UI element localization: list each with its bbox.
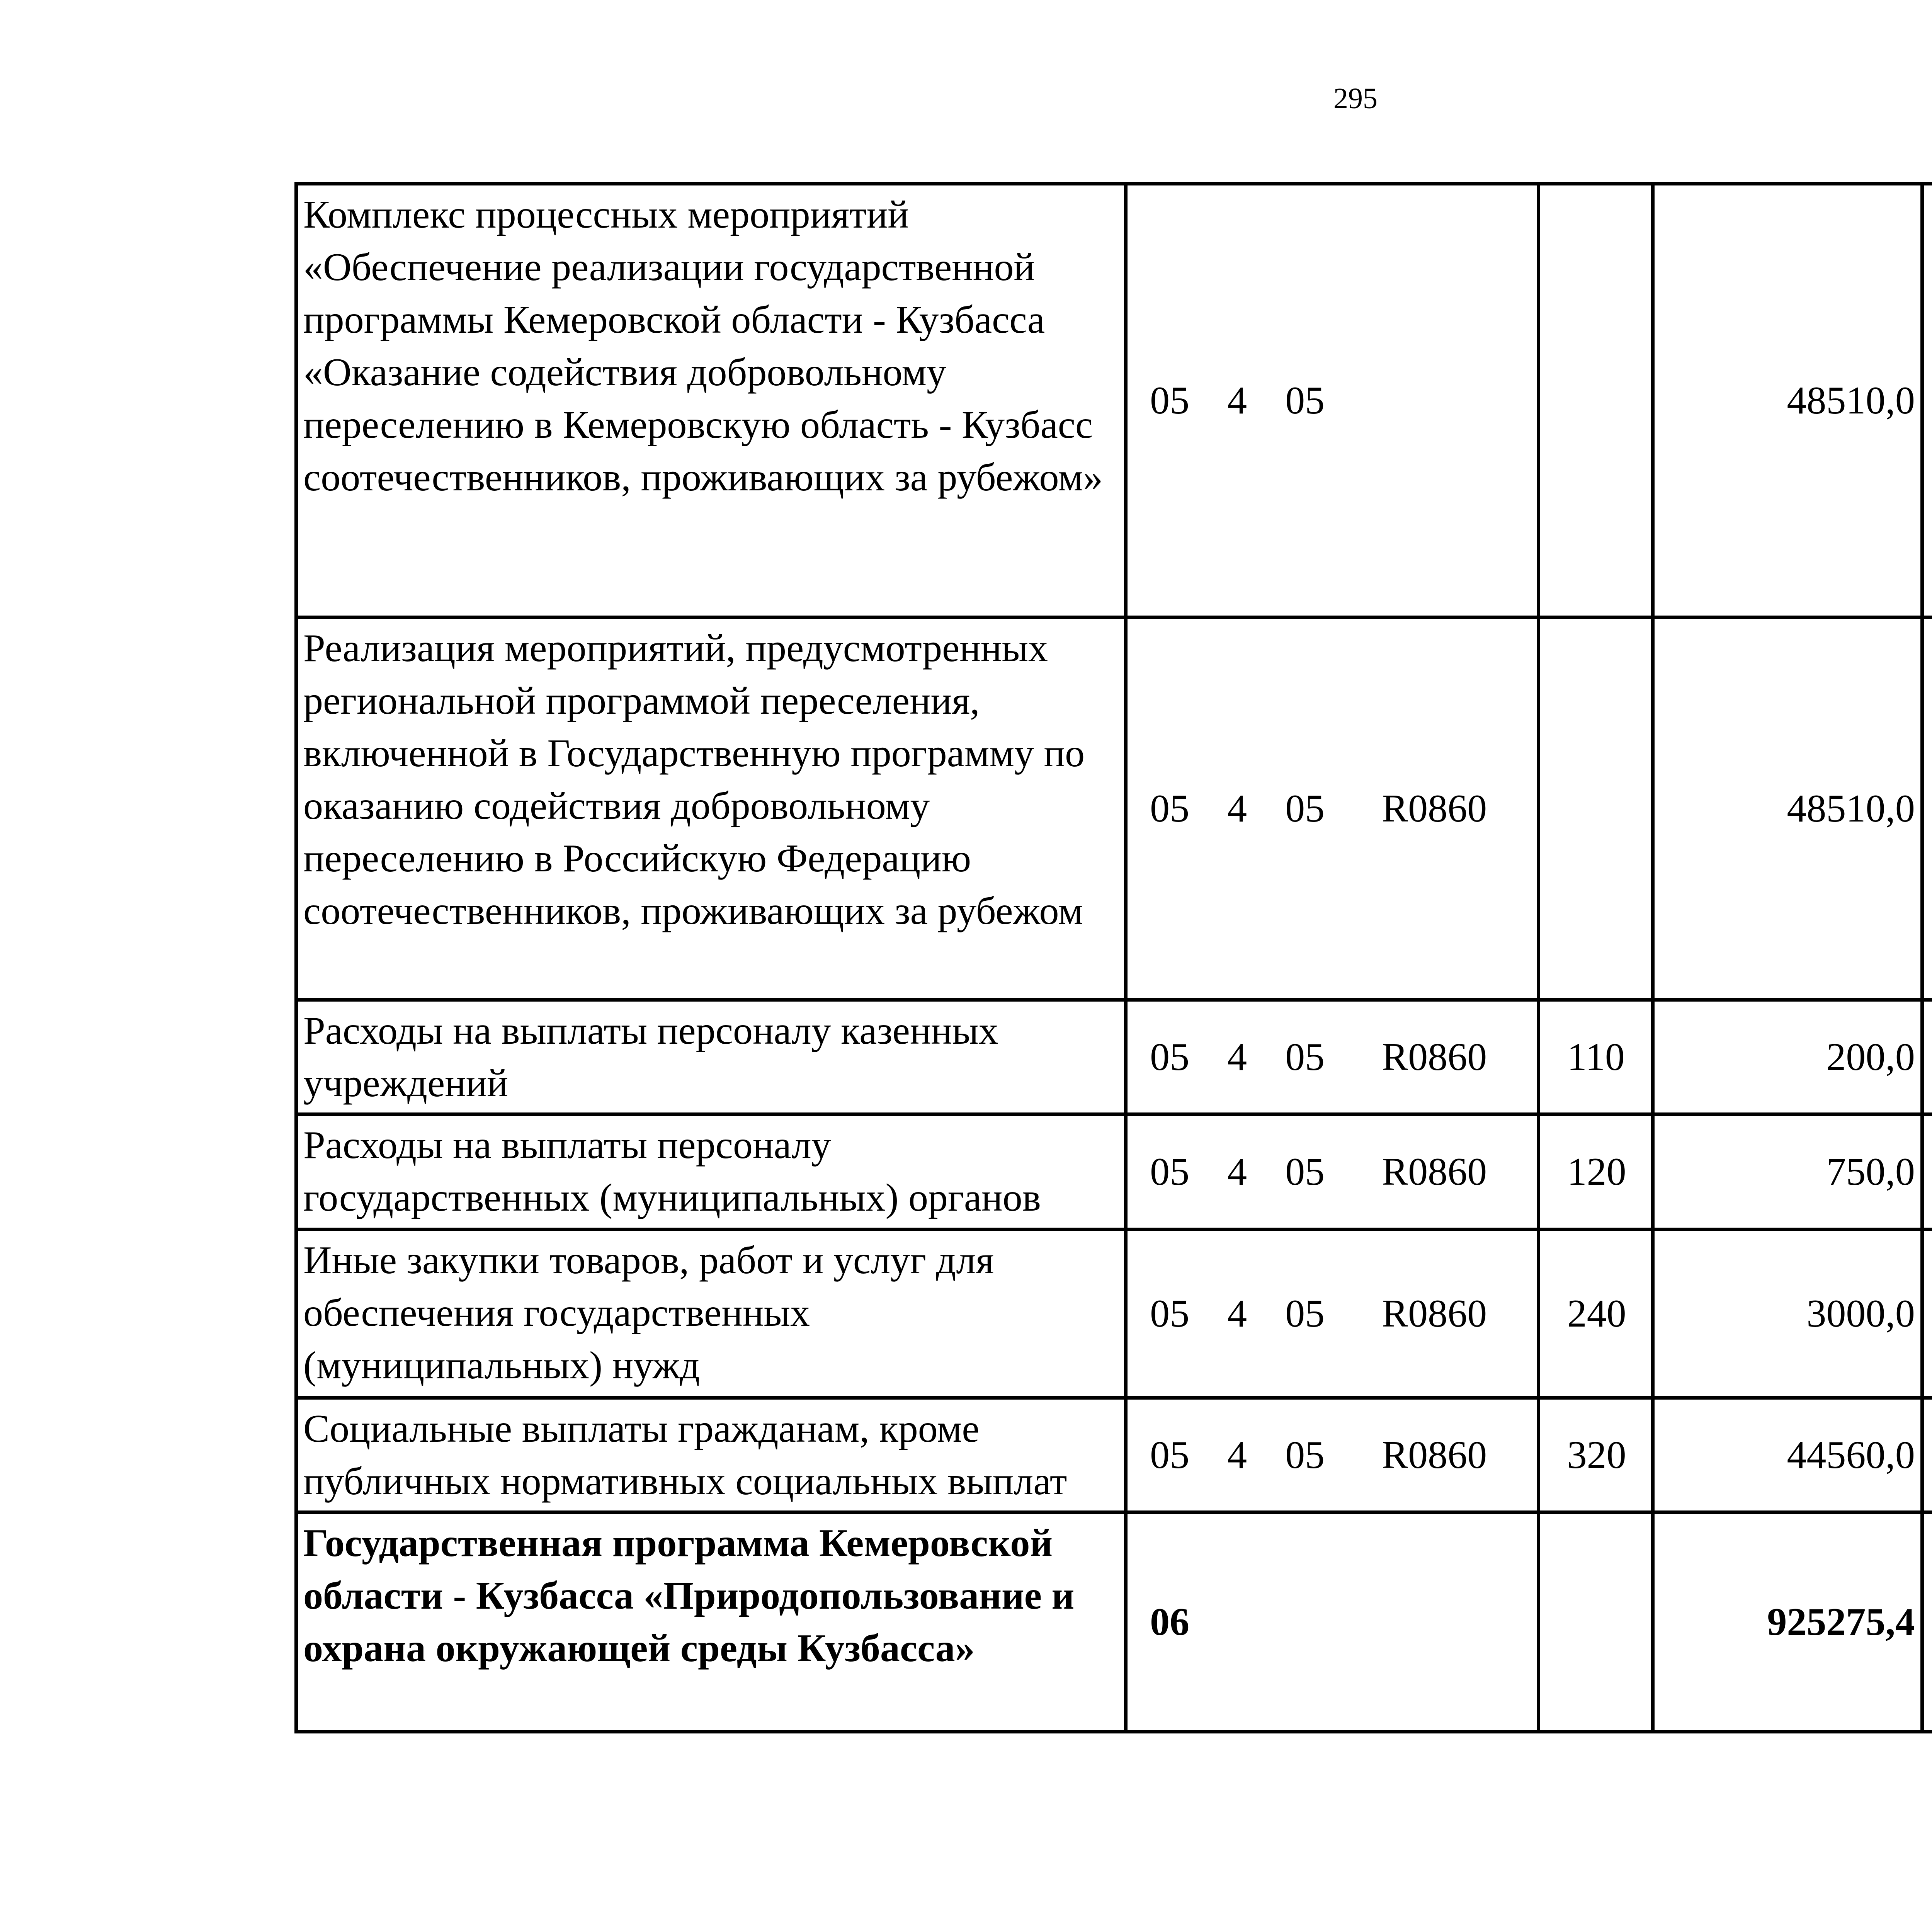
row-name: Расходы на выплаты персоналу казенных учреждений [296, 1000, 1126, 1114]
table-row [296, 617, 1932, 1000]
code-pp: 4 [1227, 1035, 1247, 1079]
expense-type-code: 240 [1538, 1230, 1653, 1398]
code-om: 05 [1285, 1035, 1325, 1079]
amount-year-1: 48510,0 [1653, 617, 1922, 1000]
expense-type-code [1538, 617, 1653, 1000]
code-gp: 06 [1150, 1600, 1190, 1644]
code-direction: R0860 [1382, 1150, 1487, 1194]
table-row [296, 1398, 1932, 1512]
classification-codes [1126, 1000, 1539, 1114]
classification-codes [1126, 1230, 1539, 1398]
row-name: Расходы на выплаты персоналу государственных (муниципальных) органов [296, 1114, 1126, 1230]
code-direction: R0860 [1382, 1035, 1487, 1079]
amount-year-2 [1922, 617, 1932, 1000]
amount-year-1: 200,0 [1653, 1000, 1922, 1114]
code-pp: 4 [1227, 1433, 1247, 1477]
amount-year-1: 3000,0 [1653, 1230, 1922, 1398]
row-name: Государственная программа Кемеровской области - Кузбасса «Природопользование и охрана окружающей среды Кузбасса» [296, 1512, 1126, 1732]
code-direction: R0860 [1382, 1433, 1487, 1477]
code-om: 05 [1285, 786, 1325, 830]
code-gp: 05 [1150, 378, 1190, 422]
table-row [296, 1000, 1932, 1114]
code-pp: 4 [1227, 378, 1247, 422]
expense-type-code: 320 [1538, 1398, 1653, 1512]
code-om: 05 [1285, 1433, 1325, 1477]
amount-year-1: 48510,0 [1653, 184, 1922, 617]
table-row [296, 1230, 1932, 1398]
code-om: 05 [1285, 1291, 1325, 1335]
code-direction: R0860 [1382, 786, 1487, 830]
row-name: Социальные выплаты гражданам, кроме публичных нормативных социальных выплат [296, 1398, 1126, 1512]
amount-year-1: 44560,0 [1653, 1398, 1922, 1512]
amount-year-2 [1922, 1512, 1932, 1732]
classification-codes [1126, 1398, 1539, 1512]
table-row [296, 1512, 1932, 1732]
row-name: Иные закупки товаров, работ и услуг для обеспечения государственных (муниципальных) нужд [296, 1230, 1126, 1398]
amount-year-1: 925275,4 [1653, 1512, 1922, 1732]
expense-type-code: 110 [1538, 1000, 1653, 1114]
amount-year-2 [1922, 1230, 1932, 1398]
code-om: 05 [1285, 378, 1325, 422]
amount-year-2 [1922, 184, 1932, 617]
classification-codes [1126, 1512, 1539, 1732]
classification-codes [1126, 1114, 1539, 1230]
amount-year-2 [1922, 1398, 1932, 1512]
amount-year-2 [1922, 1000, 1932, 1114]
code-gp: 05 [1150, 1291, 1190, 1335]
code-direction: R0860 [1382, 1291, 1487, 1335]
code-gp: 05 [1150, 1035, 1190, 1079]
classification-codes [1126, 184, 1539, 617]
row-name: Комплекс процессных мероприятий «Обеспечение реализации государственной программы Кемеровской области - Кузбасса «Оказание содействия добровольному переселению в Кемеровскую область - Кузбасс соотечественников, проживающих за рубежом» [296, 184, 1126, 617]
row-name: Реализация мероприятий, предусмотренных региональной программой переселения, включенной в Государственную программу по оказанию содействия добровольному переселению в Российскую Федерацию соотечественников, проживающих за рубежом [296, 617, 1126, 1000]
expense-type-code [1538, 184, 1653, 617]
code-gp: 05 [1150, 786, 1190, 830]
code-gp: 05 [1150, 1150, 1190, 1194]
page-number: 295 [1333, 82, 1378, 115]
code-pp: 4 [1227, 1150, 1247, 1194]
table-row [296, 1114, 1932, 1230]
amount-year-2 [1922, 1114, 1932, 1230]
classification-codes [1126, 617, 1539, 1000]
code-om: 05 [1285, 1150, 1325, 1194]
expense-type-code: 120 [1538, 1114, 1653, 1230]
expense-type-code [1538, 1512, 1653, 1732]
amount-year-1: 750,0 [1653, 1114, 1922, 1230]
budget-table [294, 182, 1932, 1733]
table-row [296, 184, 1932, 617]
code-gp: 05 [1150, 1433, 1190, 1477]
code-pp: 4 [1227, 1291, 1247, 1335]
code-pp: 4 [1227, 786, 1247, 830]
